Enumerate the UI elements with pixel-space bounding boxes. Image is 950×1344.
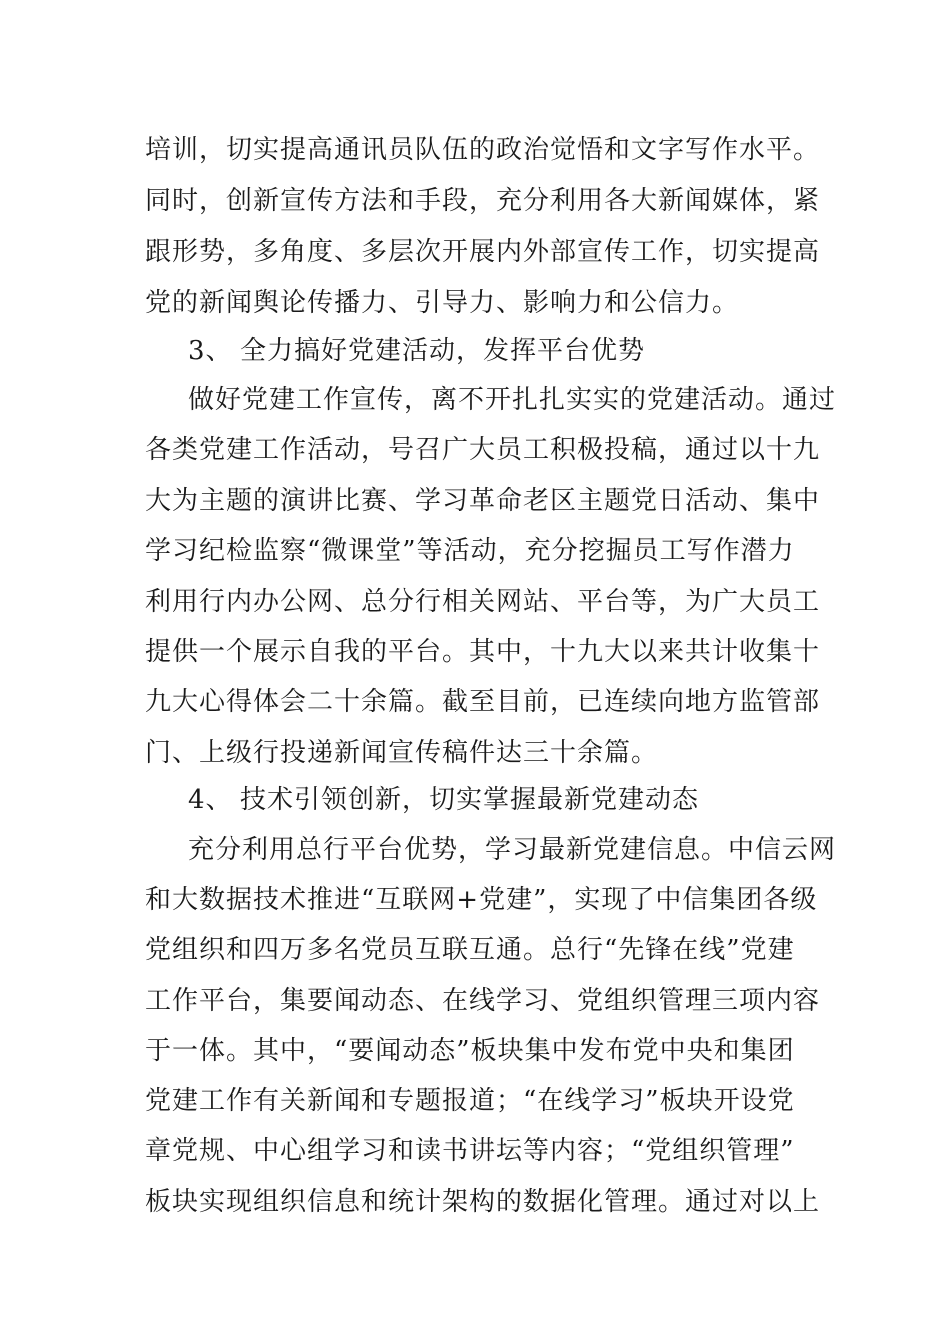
section-title: 技术引领创新，切实掌握最新党建动态: [240, 785, 700, 815]
body-line: 利用行内办公网、总分行相关网站、平台等，为广大员工: [145, 587, 821, 617]
body-line: 提供一个展示自我的平台。其中，十九大以来共计收集十: [145, 637, 821, 667]
body-line: 门、上级行投递新闻宣传稿件达三十余篇。: [145, 738, 659, 768]
body-line: 九大心得体会二十余篇。截至目前，已连续向地方监管部: [145, 687, 821, 717]
section-title: 全力搞好党建活动，发挥平台优势: [240, 336, 646, 366]
section-heading-4: [188, 780, 699, 820]
body-line: 于一体。其中，“要闻动态”板块集中发布党中央和集团: [145, 1036, 795, 1066]
body-line: 培训，切实提高通讯员队伍的政治觉悟和文字写作水平。: [145, 135, 821, 165]
body-line: 和大数据技术推进“互联网+党建”，实现了中信集团各级: [145, 885, 818, 915]
body-line: 党建工作有关新闻和专题报道；“在线学习”板块开设党: [145, 1086, 795, 1116]
paragraph-first-line: 做好党建工作宣传，离不开扎扎实实的党建活动。通过: [188, 385, 837, 415]
section-number: 4、: [188, 785, 233, 815]
body-line: 学习纪检监察“微课堂”等活动，充分挖掘员工写作潜力: [145, 536, 795, 566]
body-line: 大为主题的演讲比赛、学习革命老区主题党日活动、集中: [145, 486, 821, 516]
section-heading-3: [188, 331, 645, 371]
section-number: 3、: [188, 336, 233, 366]
body-line: 党的新闻舆论传播力、引导力、影响力和公信力。: [145, 288, 740, 318]
body-line: 党组织和四万多名党员互联互通。总行“先锋在线”党建: [145, 935, 795, 965]
body-line: 同时，创新宣传方法和手段，充分利用各大新闻媒体，紧: [145, 186, 821, 216]
body-line: 板块实现组织信息和统计架构的数据化管理。通过对以上: [145, 1187, 821, 1217]
body-line: 跟形势，多角度、多层次开展内外部宣传工作，切实提高: [145, 237, 821, 267]
paragraph-first-line: 充分利用总行平台优势，学习最新党建信息。中信云网: [188, 835, 837, 865]
body-line: 各类党建工作活动，号召广大员工积极投稿，通过以十九: [145, 435, 821, 465]
body-line: 工作平台，集要闻动态、在线学习、党组织管理三项内容: [145, 986, 821, 1016]
body-line: 章党规、中心组学习和读书讲坛等内容；“党组织管理”: [145, 1136, 795, 1166]
